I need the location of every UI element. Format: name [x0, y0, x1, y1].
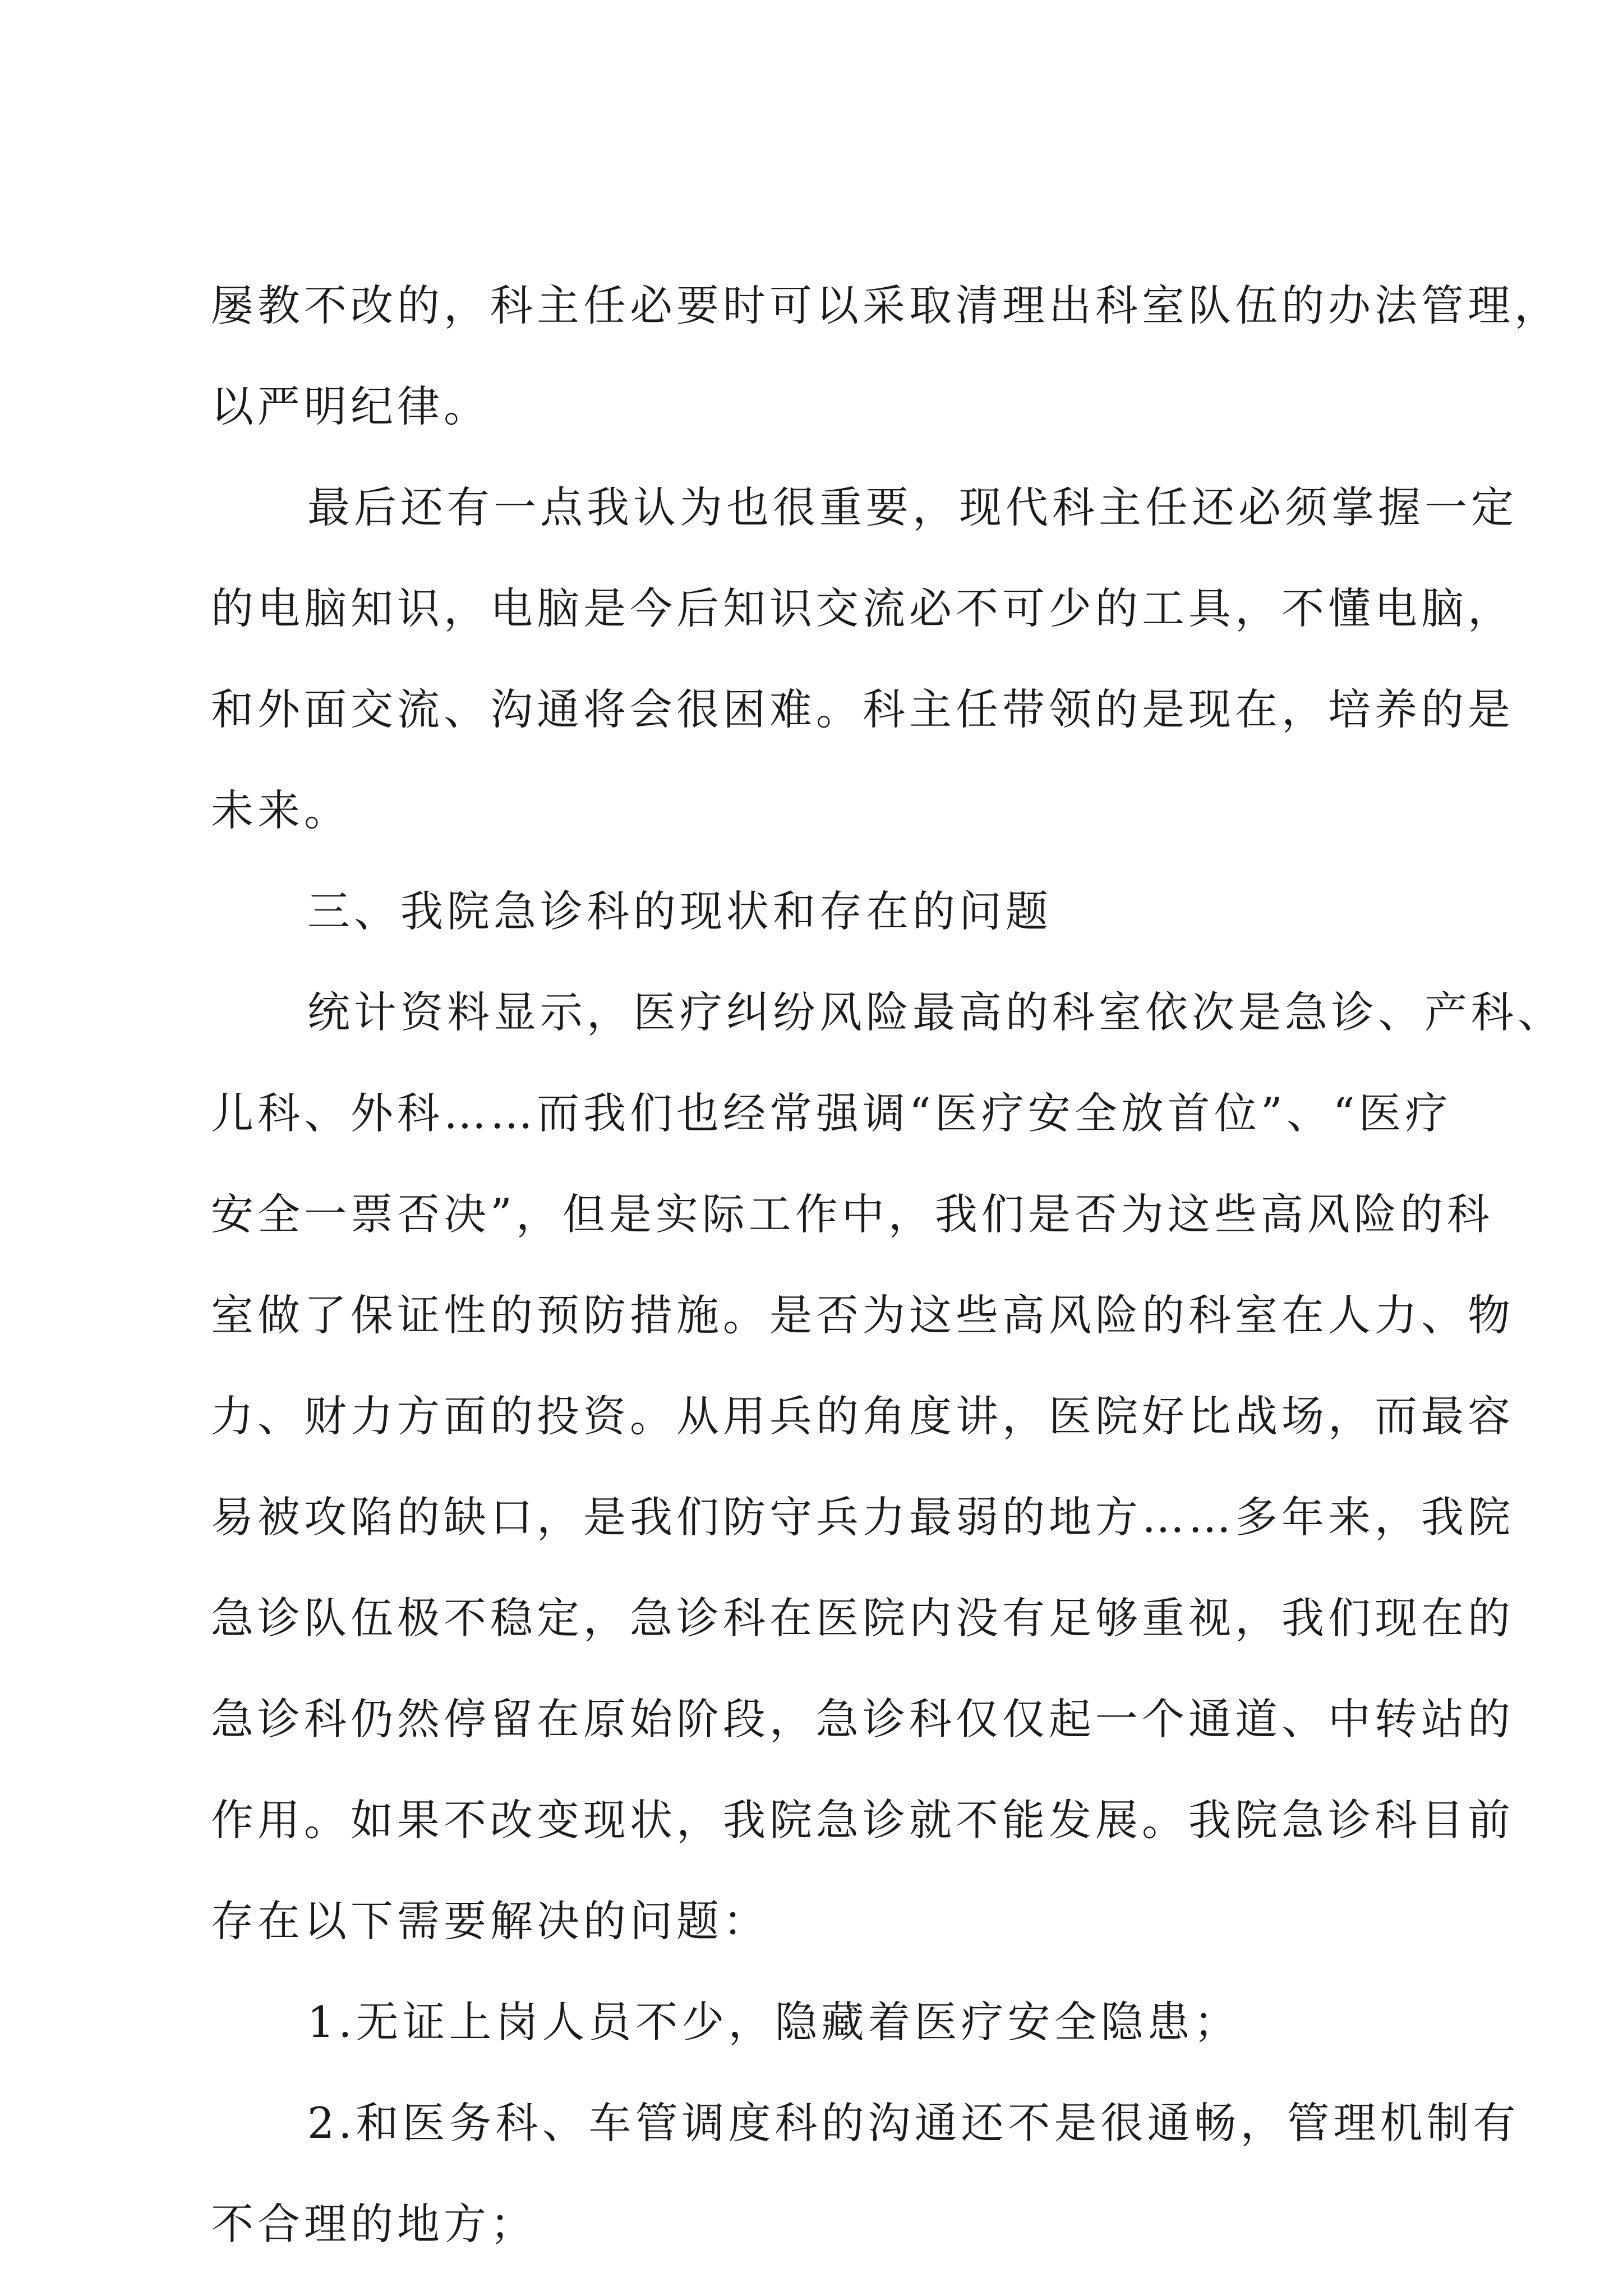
body-line: 以严明纪律。	[211, 381, 490, 431]
body-line: 力、财力方面的投资。从用兵的角度讲，医院好比战场，而最容	[211, 1391, 1514, 1441]
body-line: 未来。	[211, 785, 351, 835]
body-line: 的电脑知识，电脑是今后知识交流必不可少的工具，不懂电脑，	[211, 583, 1514, 633]
body-line: 屡教不改的，科主任必要时可以采取清理出科室队伍的办法管理，	[211, 280, 1561, 330]
body-line: 易被攻陷的缺口，是我们防守兵力最弱的地方……多年来，我院	[211, 1492, 1514, 1542]
body-line: 存在以下需要解决的问题：	[211, 1896, 769, 1946]
paragraph-start-line: 最后还有一点我认为也很重要，现代科主任还必须掌握一定	[307, 482, 1518, 532]
body-line: 安全一票否决”，但是实际工作中，我们是否为这些高风险的科	[211, 1189, 1493, 1239]
body-line: 急诊队伍极不稳定，急诊科在医院内没有足够重视，我们现在的	[211, 1593, 1514, 1643]
body-line: 不合理的地方；	[211, 2199, 537, 2249]
list-item: 1.无证上岗人员不少，隐藏着医疗安全隐患；	[307, 1997, 1241, 2047]
body-line: 和外面交流、沟通将会很困难。科主任带领的是现在，培养的是	[211, 684, 1514, 734]
body-line: 室做了保证性的预防措施。是否为这些高风险的科室在人力、物	[211, 1290, 1514, 1340]
section-heading: 三、我院急诊科的现状和存在的问题	[307, 886, 1052, 936]
paragraph-start-line: 统计资料显示，医疗纠纷风险最高的科室依次是急诊、产科、	[307, 987, 1564, 1037]
body-line: 急诊科仍然停留在原始阶段，急诊科仅仅起一个通道、中转站的	[211, 1694, 1514, 1744]
list-item: 2.和医务科、车管调度科的沟通还不是很通畅，管理机制有	[307, 2098, 1520, 2148]
body-line: 作用。如果不改变现状，我院急诊就不能发展。我院急诊科目前	[211, 1795, 1514, 1845]
body-line: 儿科、外科……而我们也经常强调“医疗安全放首位”、“医疗	[211, 1088, 1452, 1138]
